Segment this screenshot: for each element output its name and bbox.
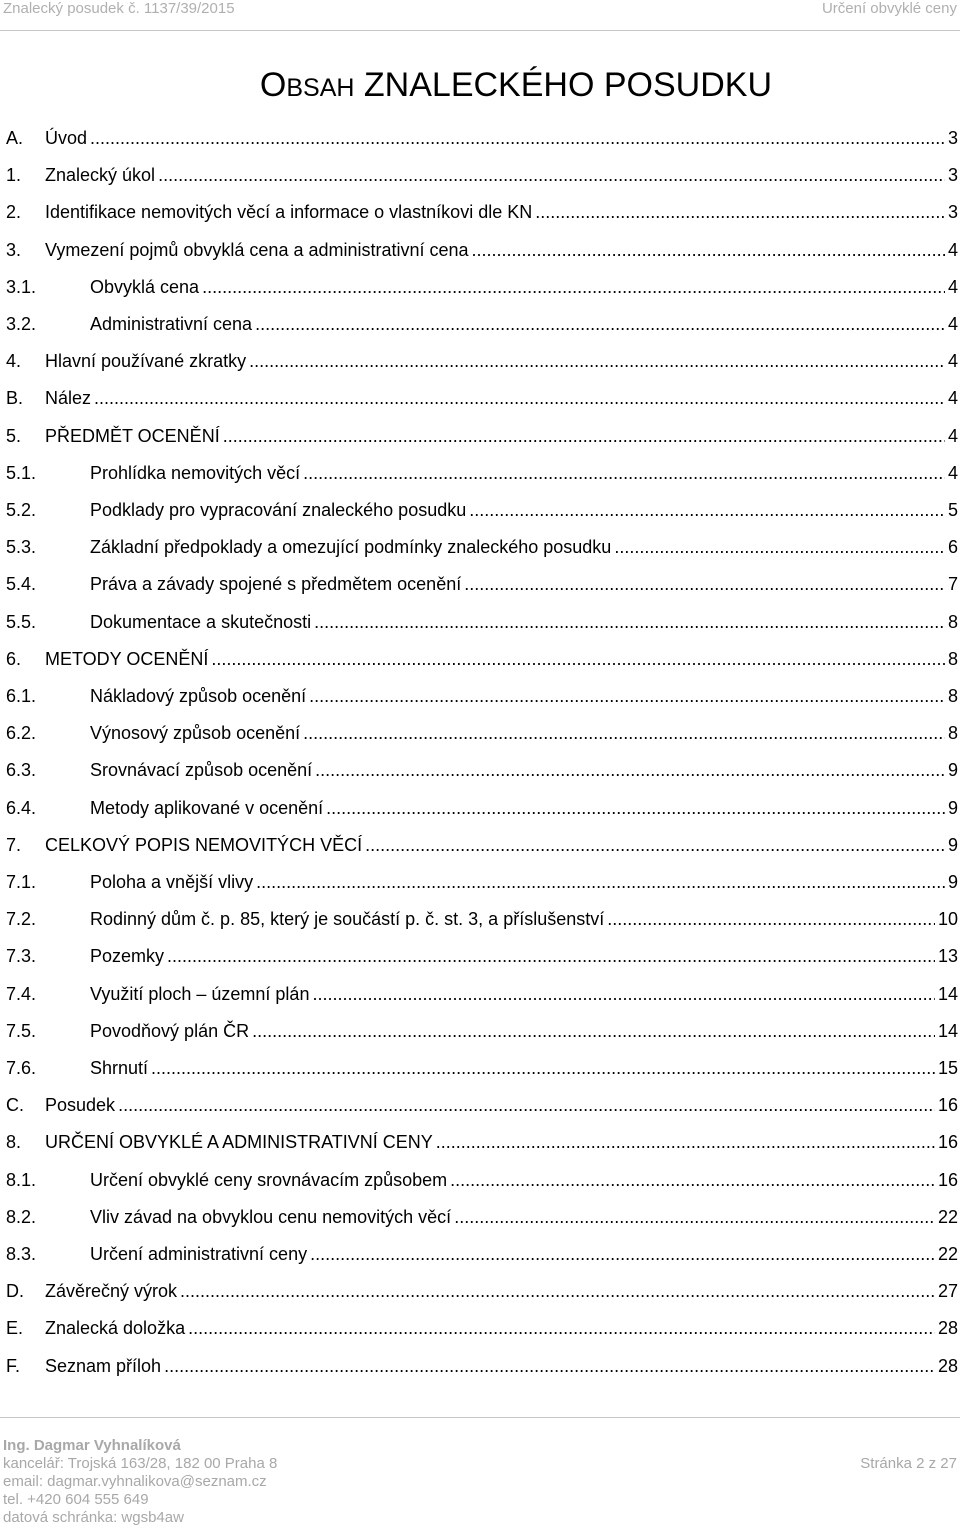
toc-entry-title: Obvyklá cena [90, 276, 200, 297]
toc-dot-leader [202, 269, 945, 306]
toc-entry-line [90, 1013, 958, 1050]
toc-dot-leader [90, 120, 945, 157]
toc-entry[interactable] [0, 194, 958, 231]
toc-entry-title: Určení obvyklé ceny srovnávacím způsobem [90, 1169, 448, 1190]
toc-entry-title: Vliv závad na obvyklou cenu nemovitých věcí [90, 1206, 452, 1227]
toc-dot-leader [303, 455, 945, 492]
toc-entry-page: 22 [937, 1244, 958, 1264]
toc-entry-number: 6.2. [6, 723, 37, 744]
toc-entry[interactable] [0, 641, 958, 678]
toc-entry-page: 28 [937, 1318, 958, 1339]
toc-entry-number: 3.1. [6, 276, 37, 297]
toc-entry-title: Srovnávací způsob ocenění [90, 760, 313, 781]
toc-entry-title: Určení administrativní ceny [90, 1244, 308, 1264]
toc-entry-page: 8 [947, 723, 958, 744]
toc-entry-title: PŘEDMĚT OCENĚNÍ [45, 425, 220, 446]
toc-entry[interactable] [0, 1236, 958, 1273]
toc-entry[interactable] [0, 976, 958, 1013]
toc-entry-title: Prohlídka nemovitých věcí [90, 462, 301, 483]
toc-entry-page: 4 [947, 276, 958, 297]
toc-entry-number: 7.2. [6, 909, 37, 930]
toc-entry-line [45, 232, 958, 269]
toc-entry-title: Úvod [45, 128, 88, 148]
toc-entry-line [45, 194, 958, 231]
toc-dot-leader [472, 232, 945, 269]
toc-entry-number: A. [6, 128, 24, 148]
toc-dot-leader [249, 343, 945, 380]
toc-entry[interactable] [0, 827, 958, 864]
toc-entry-page: 16 [937, 1132, 958, 1153]
toc-entry-title: Povodňový plán ČR [90, 1020, 250, 1041]
toc-entry-title: METODY OCENĚNÍ [45, 648, 209, 669]
toc-entry-page: 4 [947, 425, 958, 446]
toc-entry-title: Využití ploch – územní plán [90, 983, 310, 1004]
toc-entry-number: 7.4. [6, 983, 37, 1004]
toc-entry-number: 2. [6, 202, 22, 223]
toc-entry[interactable] [0, 306, 958, 343]
toc-entry-number: 8.3. [6, 1244, 37, 1264]
toc-entry[interactable] [0, 715, 958, 752]
toc-entry-number: 3.2. [6, 314, 37, 334]
toc-entry-number: 8.2. [6, 1206, 37, 1227]
toc-entry-line [90, 1236, 958, 1273]
toc-entry[interactable] [0, 157, 958, 194]
toc-entry-title: Závěrečný výrok [45, 1281, 178, 1302]
toc-entry[interactable] [0, 1050, 958, 1087]
toc-entry-line [90, 604, 958, 641]
toc-entry-page: 14 [937, 983, 958, 1004]
toc-dot-leader [256, 864, 945, 901]
toc-entry-line [90, 306, 958, 343]
toc-entry-title: Metody aplikované v ocenění [90, 797, 324, 818]
toc-entry[interactable] [0, 1199, 958, 1236]
toc-entry-title: Rodinný dům č. p. 85, který je součástí p. č. st. 3, a příslušenství [90, 909, 605, 930]
toc-entry[interactable] [0, 1162, 958, 1199]
toc-entry[interactable] [0, 343, 958, 380]
toc-entry-number: 4. [6, 351, 22, 372]
toc-dot-leader [315, 752, 945, 789]
toc-entry-line [90, 1162, 958, 1199]
toc-entry-page: 9 [947, 760, 958, 781]
toc-entry-line [45, 1087, 958, 1124]
toc-entry-line [90, 790, 958, 827]
toc-entry-number: 5.2. [6, 500, 37, 520]
toc-entry-line [90, 864, 958, 901]
toc-dot-leader [252, 1013, 935, 1050]
toc-entry-number: 5.1. [6, 462, 37, 483]
toc-entry-line [90, 901, 958, 938]
toc-entry-title: Základní předpoklady a omezující podmínky znaleckého posudku [90, 537, 612, 558]
footer-divider [0, 1417, 960, 1418]
toc-entry-page: 9 [947, 872, 958, 892]
toc-dot-leader [365, 827, 945, 864]
toc-entry-title: Nález [45, 388, 92, 409]
title-small-caps: BSAH [286, 74, 355, 102]
toc-entry-line [45, 343, 958, 380]
toc-entry[interactable] [0, 120, 958, 157]
toc-entry[interactable] [0, 790, 958, 827]
toc-entry-page: 16 [937, 1095, 958, 1116]
toc-dot-leader [151, 1050, 935, 1087]
footer-office: kancelář: Trojská 163/28, 182 00 Praha 8 [3, 1455, 278, 1472]
toc-entry[interactable] [0, 1310, 958, 1347]
toc-entry-line [90, 566, 958, 603]
toc-entry-number: F. [6, 1355, 21, 1376]
toc-entry-number: C. [6, 1095, 24, 1116]
toc-entry-line [90, 269, 958, 306]
toc-entry-page: 27 [937, 1281, 958, 1302]
toc-entry[interactable] [0, 418, 958, 455]
footer-author-name: Ing. Dagmar Vyhnalíková [3, 1437, 181, 1454]
toc-entry-number: 6.4. [6, 797, 37, 818]
toc-entry-line [90, 938, 958, 975]
toc-entry-title: Podklady pro vypracování znaleckého posudku [90, 500, 467, 520]
toc-entry[interactable] [0, 752, 958, 789]
toc-entry-title: Shrnutí [90, 1058, 149, 1078]
toc-dot-leader [118, 1087, 935, 1124]
toc-entry-number: 6.3. [6, 760, 37, 781]
toc-entry[interactable] [0, 1273, 958, 1310]
toc-entry-title: Administrativní cena [90, 314, 253, 334]
toc-dot-leader [167, 938, 935, 975]
toc-entry-line [45, 418, 958, 455]
toc-entry-line [45, 1310, 958, 1347]
toc-entry[interactable] [0, 269, 958, 306]
toc-entry-number: 5.5. [6, 611, 37, 632]
toc-entry-page: 4 [947, 239, 958, 260]
toc-entry[interactable] [0, 492, 958, 529]
toc-entry-page: 4 [947, 462, 958, 483]
toc-entry-number: B. [6, 388, 24, 409]
toc-entry-line [90, 976, 958, 1013]
toc-entry-line [45, 157, 958, 194]
toc-entry[interactable] [0, 529, 958, 566]
toc-entry-number: D. [6, 1281, 24, 1302]
toc-entry-page: 9 [947, 834, 958, 855]
toc-entry-page: 15 [937, 1058, 958, 1078]
toc-entry-title: Znalecká doložka [45, 1318, 186, 1339]
toc-entry-page: 14 [937, 1020, 958, 1041]
toc-entry-number: 7. [6, 834, 22, 855]
toc-entry-number: 7.6. [6, 1058, 37, 1078]
toc-entry-line [90, 455, 958, 492]
toc-entry[interactable] [0, 678, 958, 715]
toc-entry[interactable] [0, 1348, 958, 1385]
toc-entry-line [45, 120, 958, 157]
toc-entry-line [45, 380, 958, 417]
toc-entry[interactable] [0, 1124, 958, 1161]
toc-entry-page: 3 [947, 165, 958, 186]
toc-entry-title: Znalecký úkol [45, 165, 156, 186]
title-rest: ZNALECKÉHO POSUDKU [354, 66, 772, 104]
toc-entry-title: Hlavní používané zkratky [45, 351, 247, 372]
title-first-letter: O [259, 66, 287, 104]
toc-entry-title: Dokumentace a skutečnosti [90, 611, 312, 632]
toc-entry-title: Posudek [45, 1095, 116, 1116]
header-document-id: Znalecký posudek č. 1137/39/2015 [3, 0, 235, 17]
toc-entry-number: 5.3. [6, 537, 37, 558]
toc-dot-leader [607, 901, 935, 938]
toc-entry-title: Poloha a vnější vlivy [90, 872, 254, 892]
toc-entry-page: 10 [937, 909, 958, 930]
toc-entry[interactable] [0, 232, 958, 269]
header-section-title: Určení obvyklé ceny [821, 0, 957, 17]
toc-entry-page: 13 [937, 946, 958, 967]
toc-entry[interactable] [0, 1013, 958, 1050]
toc-entry-title: Pozemky [90, 946, 165, 967]
footer-phone: tel. +420 604 555 649 [3, 1491, 149, 1508]
toc-dot-leader [255, 306, 945, 343]
toc-entry-number: 8. [6, 1132, 22, 1153]
toc-entry-page: 6 [947, 537, 958, 558]
toc-entry-line [45, 1273, 958, 1310]
toc-entry-page: 4 [947, 351, 958, 372]
toc-entry-title: Seznam příloh [45, 1355, 162, 1376]
toc-entry-number: 6. [6, 648, 22, 669]
toc-dot-leader [464, 566, 945, 603]
toc-entry-page: 9 [947, 797, 958, 818]
toc-entry-page: 22 [937, 1206, 958, 1227]
toc-entry-line [90, 715, 958, 752]
toc-entry-title: Identifikace nemovitých věcí a informace o vlastníkovi dle KN [45, 202, 533, 223]
toc-entry-number: 7.1. [6, 872, 37, 892]
toc-dot-leader [303, 715, 945, 752]
toc-entry-line [90, 678, 958, 715]
toc-entry[interactable] [0, 604, 958, 641]
toc-dot-leader [312, 976, 935, 1013]
toc-entry-line [45, 827, 958, 864]
toc-entry-title: Nákladový způsob ocenění [90, 686, 307, 706]
toc-entry-title: Vymezení pojmů obvyklá cena a administrativní cena [45, 239, 469, 260]
toc-entry-line [90, 1050, 958, 1087]
toc-entry-line [90, 752, 958, 789]
toc-entry-page: 7 [947, 574, 958, 595]
toc-entry-line [45, 641, 958, 678]
toc-entry-number: 8.1. [6, 1169, 37, 1190]
toc-dot-leader [436, 1124, 935, 1161]
toc-entry-page: 3 [947, 202, 958, 223]
toc-dot-leader [314, 604, 945, 641]
toc-entry-title: Výnosový způsob ocenění [90, 723, 301, 744]
toc-entry-number: 1. [6, 165, 22, 186]
toc-entry[interactable] [0, 1087, 958, 1124]
toc-entry[interactable] [0, 380, 958, 417]
toc-entry-page: 4 [947, 388, 958, 409]
toc-entry-page: 16 [937, 1169, 958, 1190]
toc-dot-leader [469, 492, 945, 529]
toc-entry-title: CELKOVÝ POPIS NEMOVITÝCH VĚCÍ [45, 834, 363, 855]
toc-entry[interactable] [0, 938, 958, 975]
toc-entry-number: E. [6, 1318, 24, 1339]
toc-dot-leader [164, 1348, 935, 1385]
toc-entry-line [45, 1348, 958, 1385]
toc-entry-page: 8 [947, 648, 958, 669]
toc-dot-leader [180, 1273, 935, 1310]
toc-dot-leader [158, 157, 945, 194]
toc-entry[interactable] [0, 566, 958, 603]
toc-entry-number: 5.4. [6, 574, 37, 595]
header-divider [0, 30, 960, 31]
toc-entry-number: 6.1. [6, 686, 37, 706]
footer-databox: datová schránka: wgsb4aw [3, 1509, 184, 1526]
toc-entry[interactable] [0, 864, 958, 901]
toc-dot-leader [614, 529, 945, 566]
toc-entry-page: 28 [937, 1355, 958, 1376]
toc-dot-leader [223, 418, 945, 455]
toc-entry-line [45, 1124, 958, 1161]
toc-entry-title: URČENÍ OBVYKLÉ A ADMINISTRATIVNÍ CENY [45, 1132, 433, 1153]
footer-email: email: dagmar.vyhnalikova@seznam.cz [3, 1473, 267, 1490]
toc-dot-leader [188, 1310, 935, 1347]
toc-entry-page: 4 [947, 314, 958, 334]
toc-entry-page: 5 [947, 500, 958, 520]
toc-entry-number: 5. [6, 425, 22, 446]
toc-entry[interactable] [0, 455, 958, 492]
toc-dot-leader [454, 1199, 935, 1236]
toc-entry-line [90, 1199, 958, 1236]
toc-entry-line [90, 529, 958, 566]
toc-entry-title: Práva a závady spojené s předmětem ocenění [90, 574, 462, 595]
toc-entry[interactable] [0, 901, 958, 938]
toc-entry-page: 8 [947, 611, 958, 632]
toc-dot-leader [211, 641, 945, 678]
page-header [0, 0, 960, 30]
toc-dot-leader [535, 194, 945, 231]
page-title [0, 66, 772, 105]
toc-dot-leader [326, 790, 945, 827]
page-number: Stránka 2 z 27 [860, 1455, 957, 1472]
page-footer [3, 1437, 277, 1527]
toc-entry-line [90, 492, 958, 529]
toc-entry-number: 7.3. [6, 946, 37, 967]
toc-dot-leader [309, 678, 945, 715]
toc-entry-page: 8 [947, 686, 958, 706]
toc-dot-leader [94, 380, 945, 417]
toc-dot-leader [450, 1162, 935, 1199]
toc-dot-leader [310, 1236, 935, 1273]
toc-entry-number: 7.5. [6, 1020, 37, 1041]
toc-entry-number: 3. [6, 239, 22, 260]
toc-entry-page: 3 [947, 128, 958, 148]
